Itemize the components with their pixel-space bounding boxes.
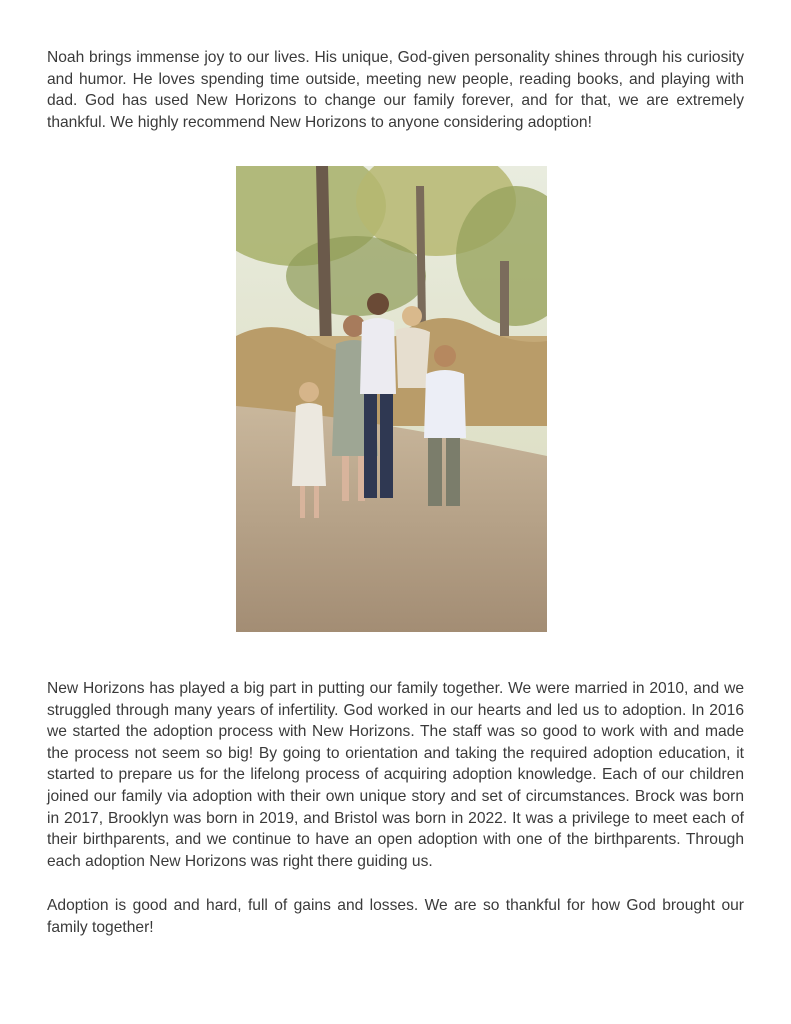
family-photo [236, 166, 547, 632]
paragraph-intro: Noah brings immense joy to our lives. His unique, God-given personality shines through his curiosity and humor. He loves spending time outside, meeting new people, reading books, and playing with dad. God has used New Horizons to change our family forever, and for that, we are extremely thankful. We highly recommend New Horizons to anyone considering adoption! [47, 49, 744, 131]
paragraph-closing: Adoption is good and hard, full of gains and losses. We are so thankful for how God brought our family together! [47, 897, 744, 936]
paragraph-story: New Horizons has played a big part in putting our family together. We were married in 2010, and we struggled through many years of infertility. God worked in our hearts and led us to adoption. In 2016 we started the adoption process with New Horizons. The staff was so good to work with and made the process not seem so big! By going to orientation and taking the required adoption education, it started to prepare us for the lifelong process of acquiring adoption knowledge. Each of our children joined our family via adoption with their own unique story and set of circumstances. Brock was born in 2017, Brooklyn was born in 2019, and Bristol was born in 2022. It was a privilege to meet each of their birthparents, and we continue to have an open adoption with one of the birthparents. Through each adoption New Horizons was right there guiding us. [47, 680, 744, 870]
